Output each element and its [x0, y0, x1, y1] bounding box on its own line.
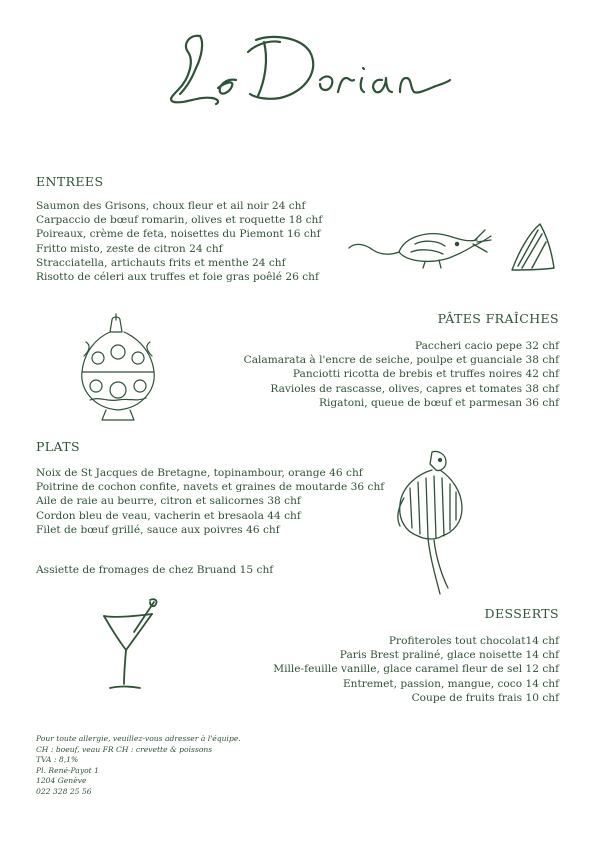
cocktail-glass-illustration — [100, 596, 170, 692]
pates-list — [244, 339, 559, 410]
le-dorian-logo — [160, 22, 450, 114]
address-street: Pl. René-Payot 1 — [36, 765, 99, 775]
footer-info — [36, 734, 241, 798]
ornate-vase-illustration — [76, 312, 160, 424]
menu-item: Mille-feuille vanille, glace caramel fleur de sel 12 chf — [273, 663, 559, 676]
menu-item: Stracciatella, artichauts frits et menthe 24 chf — [36, 256, 286, 269]
menu-item: Poitrine de cochon confite, navets et graines de moutarde 36 chf — [36, 481, 385, 494]
menu-item: Paris Brest praliné, glace noisette 14 chf — [339, 649, 559, 662]
section-title-pates: PÂTES FRAÎCHES — [437, 311, 559, 326]
cheese-plate-item: Assiette de fromages de chez Bruand 15 chf — [36, 564, 274, 576]
allergy-note: Pour toute allergie, veuillez-vous adresser à l'équipe. — [36, 734, 241, 743]
menu-item: Panciotti ricotta de brebis et truffes noires 42 chf — [292, 368, 559, 381]
plats-list — [36, 466, 384, 537]
menu-item: Coupe de fruits frais 10 chf — [411, 691, 559, 704]
section-title-plats: PLATS — [36, 439, 80, 454]
menu-item: Ravioles de rascasse, olives, capres et tomates 38 chf — [270, 382, 559, 395]
menu-item: Saumon des Grisons, choux fleur et ail noir 24 chf — [36, 200, 306, 212]
entrees-list — [36, 199, 322, 284]
menu-item: Paccheri cacio pepe 32 chf — [414, 340, 559, 352]
menu-item: Profiteroles tout chocolat14 chf — [388, 635, 559, 647]
cheese-wedge-illustration — [508, 218, 558, 274]
menu-item: Risotto de céleri aux truffes et foie gras poêlé 26 chf — [36, 271, 319, 284]
menu-item: Entremet, passion, mangue, coco 14 chf — [342, 677, 559, 690]
menu-item: Poireaux, crème de feta, noisettes du Piemont 16 chf — [36, 228, 321, 241]
menu-item: Cordon bleu de veau, vacherin et bresaola 44 chf — [36, 509, 301, 522]
address-city: 1204 Genève — [36, 776, 87, 786]
menu-item: Filet de bœuf grillé, sauce aux poivres 46 chf — [36, 523, 280, 536]
bird-illustration — [392, 448, 470, 598]
menu-item: Rigatoni, queue de bœuf et parmesan 36 chf — [319, 396, 559, 409]
desserts-list — [273, 634, 559, 705]
section-title-entrees: ENTREES — [36, 174, 104, 189]
origin-note: CH : boeuf, veau FR CH : crevette & poissons — [36, 744, 213, 754]
menu-item: Noix de St Jacques de Bretagne, topinambour, orange 46 chf — [36, 467, 363, 479]
vat-note: TVA : 8,1% — [36, 755, 79, 765]
menu-item: Aile de raie au beurre, citron et salicornes 38 chf — [36, 495, 301, 508]
menu-item: Calamarata à l'encre de seiche, poulpe et guanciale 38 chf — [243, 354, 559, 367]
menu-item: Fritto misto, zeste de citron 24 chf — [36, 242, 223, 255]
menu-item: Carpaccio de bœuf romarin, olives et roquette 18 chf — [36, 214, 323, 227]
section-title-desserts: DESSERTS — [484, 606, 559, 621]
phone-number: 022 328 25 56 — [36, 786, 92, 796]
creature-illustration — [345, 222, 495, 270]
